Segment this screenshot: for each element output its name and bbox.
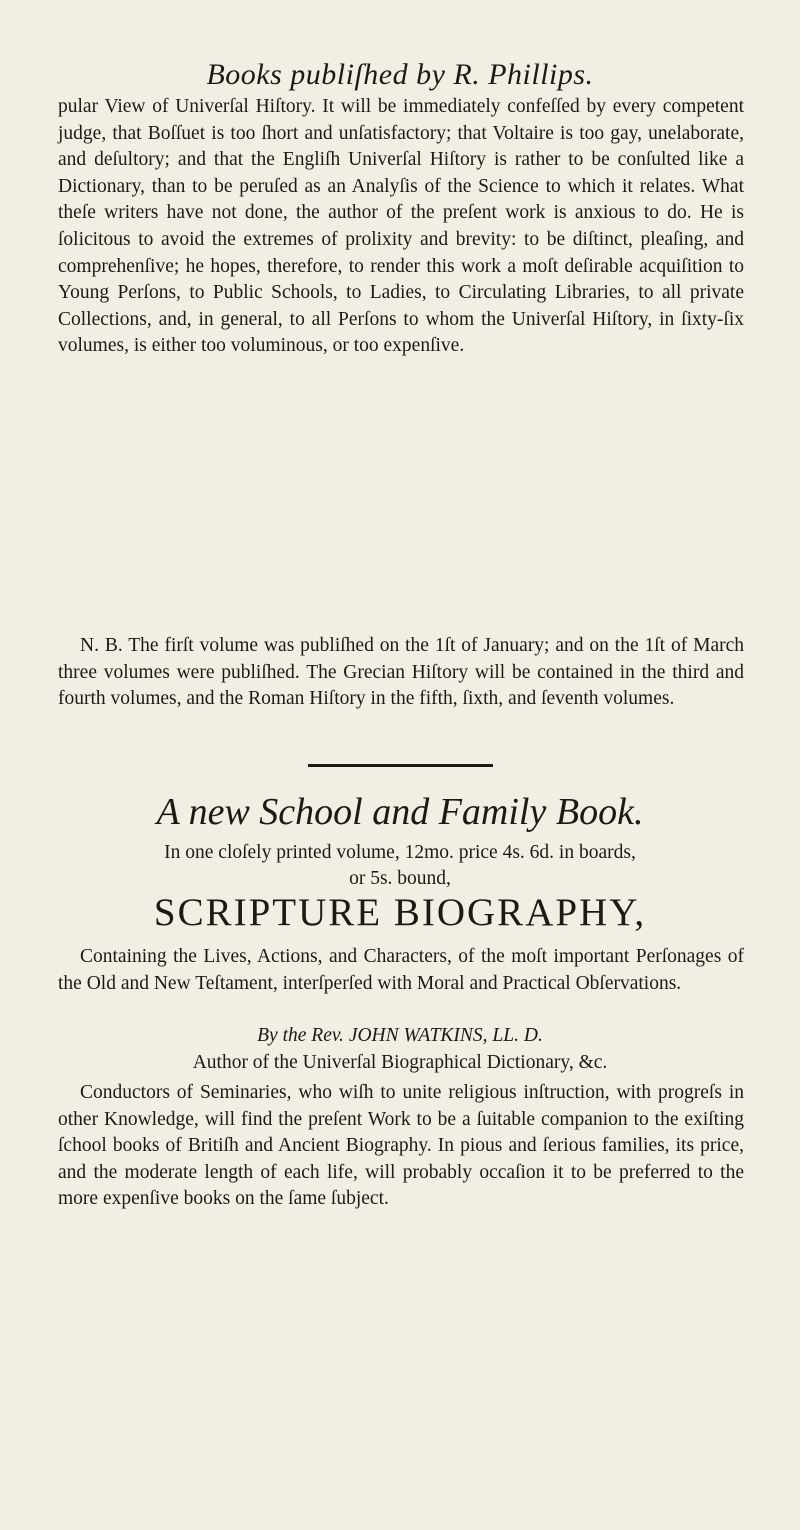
contents-paragraph: Containing the Lives, Actions, and Characters, of the moſt important Perſonages of the Old and New Teſtament, interſperſed with Moral and Practical Obſervations. bbox=[58, 946, 744, 994]
section-divider bbox=[308, 764, 493, 767]
notice-block bbox=[58, 1080, 744, 1213]
author-credit: Author of the Univerſal Biographical Dictionary, &c. bbox=[192, 1052, 608, 1073]
nb-paragraph: N. B. The firſt volume was publiſhed on the 1ſt of January; and on the 1ſt of March three volumes were publiſhed. The Grecian Hiſtory will be contained in the third and fourth volumes, and the Roman Hiſtory in the fifth, ſixth, and ſeventh volumes. bbox=[58, 635, 744, 710]
ad-bound-line: or 5s. bound, bbox=[349, 868, 451, 889]
byline-author: JOHN WATKINS, LL. D. bbox=[348, 1025, 543, 1046]
running-head: Books publiſhed by R. Phillips. bbox=[206, 58, 594, 91]
history-paragraph-block bbox=[58, 94, 744, 360]
byline-prefix: By the Rev. bbox=[257, 1025, 344, 1046]
notice-paragraph: Conductors of Seminaries, who wiſh to unite religious inſtruction, with progreſs in other Knowledge, will find the preſent Work to be a ſuitable companion to the exiſting ſchool books of Britiſh and Ancient Biography. In pious and ſerious families, its price, and the moderate length of each life, will probably occaſion it to be preferred to the more expenſive books on the ſame ſubject. bbox=[58, 1082, 744, 1210]
ad-heading: A new School and Family Book. bbox=[156, 791, 644, 833]
byline bbox=[0, 1025, 800, 1047]
history-paragraph: pular View of Univerſal Hiſtory. It will be immediately confeſſed by every competent judge, that Boſſuet is too ſhort and unſatisfactory; that Voltaire is too gay, unelaborate, and deſultory; and that the Engliſh Univerſal Hiſtory is rather to be conſulted like a Dictionary, than to be peruſed as an Analyſis of the Science to which it relates. What theſe writers have not done, the author of the preſent work is anxious to do. He is ſolicitous to avoid the extremes of prolixity and brevity: to be diſtinct, pleaſing, and comprehenſive; he hopes, therefore, to render this work a moſt deſirable acquiſition to Young Perſons, to Public Schools, to Ladies, to Circulating Libraries, to all private Collections, and, in general, to all Perſons to whom the Univerſal Hiſtory, in ſixty-ſix volumes, is either too voluminous, or too expenſive. bbox=[58, 96, 744, 357]
book-title: SCRIPTURE BIOGRAPHY, bbox=[153, 891, 647, 934]
ad-format-line: In one cloſely printed volume, 12mo. price 4s. 6d. in boards, bbox=[164, 842, 636, 863]
nb-paragraph-block bbox=[58, 633, 744, 713]
contents-block bbox=[58, 944, 744, 997]
